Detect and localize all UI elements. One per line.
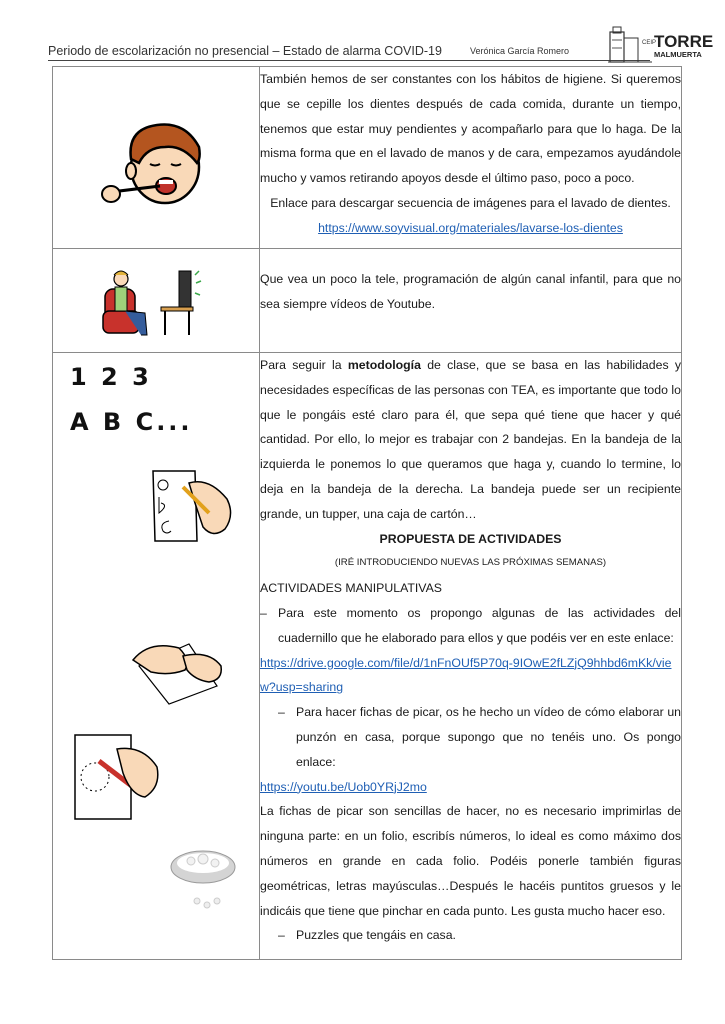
teeth-brushing-link[interactable]: https://www.soyvisual.org/materiales/lavarse-los-dientes — [318, 220, 623, 235]
image-cell — [53, 353, 260, 960]
dash-bullet: – — [278, 928, 285, 943]
tearing-paper-pictogram — [129, 626, 229, 706]
youtube-link[interactable]: https://youtu.be/Uob0YRjJ2mo — [260, 779, 427, 794]
image-cell — [53, 249, 260, 353]
numbers-label: 1 2 3 — [70, 363, 152, 391]
image-cell — [53, 67, 260, 249]
logo-big: TORRE — [654, 32, 714, 51]
popcorn-bowl-icon — [167, 843, 247, 923]
punching-pictogram — [73, 733, 163, 823]
activities-heading: PROPUESTA DE ACTIVIDADES — [379, 531, 562, 546]
dash-bullet: – — [260, 605, 267, 620]
dash-bullet: – — [278, 705, 285, 720]
header-author: Verónica García Romero — [470, 46, 570, 56]
page-header — [30, 32, 714, 62]
activities-note: (IRÉ INTRODUCIENDO NUEVAS LAS PRÓXIMAS SEMANAS) — [334, 557, 607, 569]
letters-label: A B C... — [70, 408, 193, 436]
text-cell — [260, 249, 682, 353]
text-cell — [260, 353, 682, 960]
brushing-teeth-pictogram — [53, 67, 259, 248]
methodology-bold: metodología — [347, 358, 421, 372]
watching-tv-pictogram — [53, 249, 259, 352]
logo-small: CEIP — [642, 40, 657, 46]
table-row — [53, 249, 682, 353]
drive-link[interactable]: https://drive.google.com/file/d/1nFnOUf5P70q-9IOwE2fLZjQ9hhbd6mKk/view?usp=sharing — [260, 655, 672, 695]
methodology-intro: Para seguir la — [260, 358, 348, 372]
content-table — [52, 66, 682, 960]
manipulative-subheading: ACTIVIDADES MANIPULATIVAS — [260, 581, 442, 596]
logo-sub: MALMUERTA — [654, 50, 702, 59]
item-text: Para este momento os propongo algunas de las actividades del cuadernillo que he elaborado para ellos y que podéis ver en este enlace: — [278, 605, 681, 645]
list-item — [260, 923, 681, 948]
table-row — [53, 67, 682, 249]
methodology-paragraph — [260, 353, 681, 527]
text-cell — [260, 67, 682, 249]
punching-paragraph: La fichas de picar son sencillas de hacer, no es necesario imprimirlas de ninguna parte: en un folio, escribís números, lo ideal es como máximo dos números en grande en cada folio. Podéis ponerle también figuras geométricas, letras mayúsculas…Después le hacéis puntitos gruesos y le indicáis que tiene que pinchar en cada punto. Les gusta mucho hacer eso. — [260, 804, 681, 918]
tv-paragraph: Que vea un poco la tele, programación de algún canal infantil, para que no sea siempre vídeos de Youtube. — [260, 272, 681, 311]
item-text: Puzzles que tengáis en casa. — [296, 928, 456, 943]
writing-pictogram — [149, 469, 239, 544]
school-logo — [608, 24, 718, 68]
download-sequence-text: Enlace para descargar secuencia de imágenes para el lavado de dientes. — [270, 195, 671, 210]
table-row — [53, 353, 682, 960]
header-rule — [48, 60, 650, 61]
list-item — [260, 700, 681, 774]
list-item — [260, 601, 681, 651]
hygiene-paragraph: También hemos de ser constantes con los hábitos de higiene. Si queremos que se cepille los dientes después de cada comida, durante un tiempo, tenemos que estar muy pendientes y acompañarlo para que lo haga. De la misma forma que en el lavado de manos y de cara, empezamos ayudándole mucho y vamos retirando apoyos desde el último paso, poco a poco. — [260, 72, 681, 186]
header-title: Periodo de escolarización no presencial – Estado de alarma COVID-19 — [48, 44, 442, 58]
methodology-rest: de clase, que se basa en las habilidades y necesidades específicas de las personas con TEA, es importante que todo lo que le pongáis esté claro para él, que sepa qué tiene que hacer y qué cantidad. Por ello, lo mejor es trabajar con 2 bandejas. En la bandeja de la izquierda le ponemos lo que queramos que haga y, cuando lo termine, lo deja en la bandeja de la derecha. La bandeja puede ser un recipiente grande, un tupper, una caja de cartón… — [260, 358, 682, 521]
item-text: Para hacer fichas de picar, os he hecho un vídeo de cómo elaborar un punzón en casa, porque supongo que no tenéis uno. Os pongo enlace: — [296, 705, 681, 769]
